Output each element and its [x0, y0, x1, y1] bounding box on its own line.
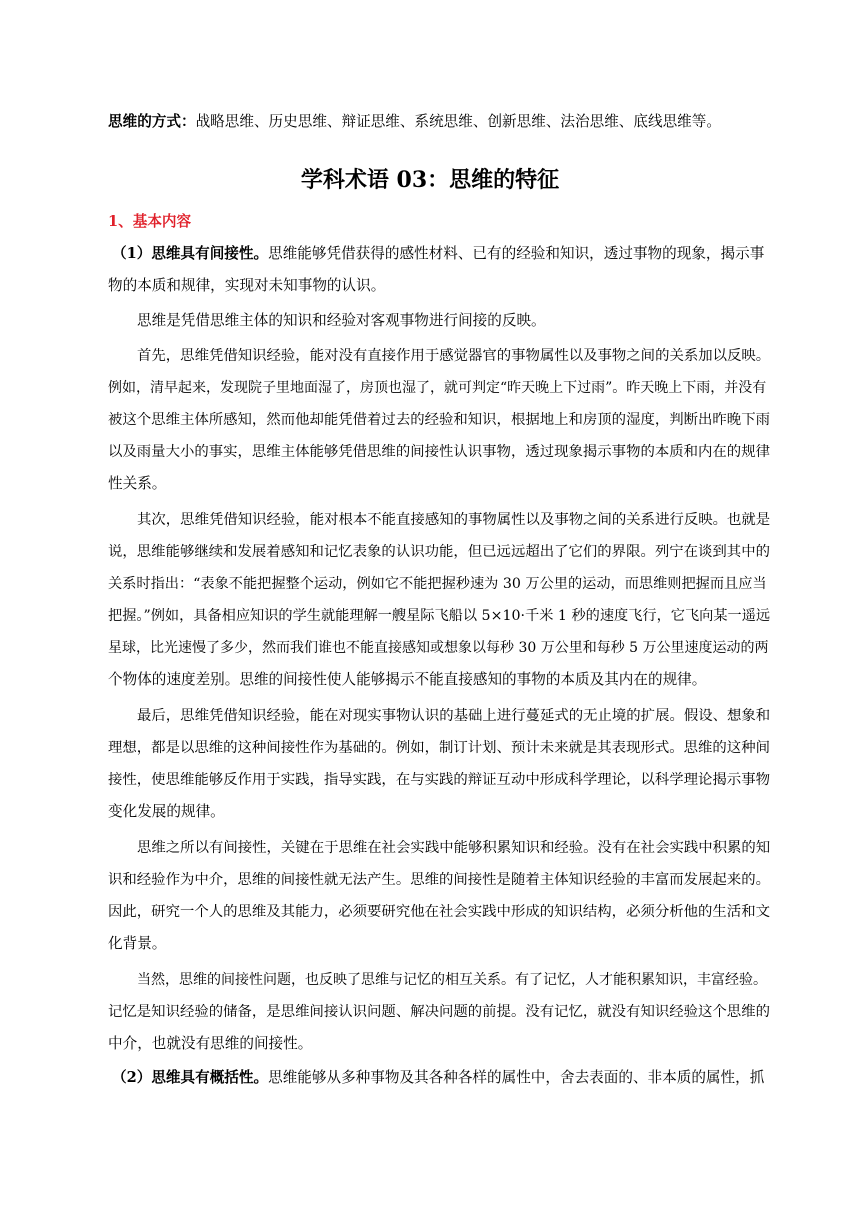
p3-line: 以及雨量大小的事实，思维主体能够凭借思维的间接性认识事物，透过现象揭示事物的本质和内在的规律 — [108, 444, 770, 460]
p6-line: 因此，研究一个人的思维及其能力，必须要研究他在社会实践中形成的知识结构，必须分析他的生活和文 — [108, 904, 770, 920]
p5-line: 接性，使思维能够反作用于实践，指导实践，在与实践的辩证互动中形成科学理论，以科学理论揭示事物 — [108, 772, 770, 788]
p6-line: 思维之所以有间接性，关键在于思维在社会实践中能够积累知识和经验。没有在社会实践中积累的知 — [137, 840, 771, 856]
p5-line: 变化发展的规律。 — [108, 803, 225, 820]
p4-line: 把握。”例如，具备相应知识的学生就能理解一艘星际飞船以 5×10·千米 1 秒的速度飞行，它飞向某一遥远 — [108, 608, 771, 624]
p4-line: 说，思维能够继续和发展着感知和记忆表象的认识功能，但已远远超出了它们的界限。列宁在谈到其中的 — [108, 544, 770, 560]
subsection-heading: 1、基本内容 — [108, 213, 192, 230]
p7-line: 记忆是知识经验的储备，是思维间接认识问题、解决问题的前提。没有记忆，就没有知识经验这个思维的 — [108, 1004, 770, 1020]
intro-line — [108, 112, 721, 132]
p6-line: 识和经验作为中介，思维的间接性就无法产生。思维的间接性是随着主体知识经验的丰富而发展起来的。 — [108, 872, 770, 888]
p3-line: 被这个思维主体所感知，然而他却能凭借着过去的经验和知识，根据地上和房顶的湿度，判断出昨晚下雨 — [108, 412, 770, 428]
p8-text: 思维能够从多种事物及其各种各样的属性中，舍去表面的、非本质的属性，抓 — [268, 1069, 765, 1086]
intro-label: 思维的方式： — [108, 113, 196, 130]
p3-line: 例如，清早起来，发现院子里地面湿了，房顶也湿了，就可判定“昨天晚上下过雨”。昨天晚上下雨，并没有 — [108, 380, 767, 396]
p3-line: 首先，思维凭借知识经验，能对没有直接作用于感觉器官的事物属性以及事物之间的关系加以反映。 — [137, 348, 771, 364]
p1-label: （1）思维具有间接性。 — [112, 245, 269, 262]
p7-line: 中介，也就没有思维的间接性。 — [108, 1035, 313, 1052]
p2-line: 思维是凭借思维主体的知识和经验对客观事物进行间接的反映。 — [137, 312, 546, 329]
p5-line: 最后，思维凭借知识经验，能在对现实事物认识的基础上进行蔓延式的无止境的扩展。假设、想象和 — [137, 708, 771, 724]
p5-line: 理想，都是以思维的这种间接性作为基础的。例如，制订计划、预计未来就是其表现形式。思维的这种间 — [108, 740, 770, 756]
p4-line: 个物体的速度差别。思维的间接性使人能够揭示不能直接感知的事物的本质及其内在的规律。 — [108, 671, 707, 688]
p1-line2: 物的本质和规律，实现对未知事物的认识。 — [108, 277, 386, 294]
p1-text: 思维能够凭借获得的感性材料、已有的经验和知识，透过事物的现象，揭示事 — [268, 245, 765, 262]
p8-label: （2）思维具有概括性。 — [112, 1069, 269, 1086]
intro-text: 战略思维、历史思维、辩证思维、系统思维、创新思维、法治思维、底线思维等。 — [195, 113, 721, 130]
p4-line: 关系时指出：“表象不能把握整个运动，例如它不能把握秒速为 30 万公里的运动，而思维则把握而且应当 — [108, 576, 767, 592]
p7-line: 当然，思维的间接性问题，也反映了思维与记忆的相互关系。有了记忆，人才能积累知识，丰富经验。 — [137, 972, 767, 988]
p6-line: 化背景。 — [108, 935, 167, 952]
p8-line1 — [112, 1068, 764, 1088]
p4-line: 其次，思维凭借知识经验，能对根本不能直接感知的事物属性以及事物之间的关系进行反映。也就是 — [137, 512, 771, 528]
p4-line: 星球，比光速慢了多少，然而我们谁也不能直接感知或想象以每秒 30 万公里和每秒 5 万公里速度运动的两 — [108, 640, 769, 656]
p1-line1 — [112, 244, 764, 264]
section-title: 学科术语 03：思维的特征 — [300, 167, 560, 193]
p3-line: 性关系。 — [108, 475, 167, 492]
